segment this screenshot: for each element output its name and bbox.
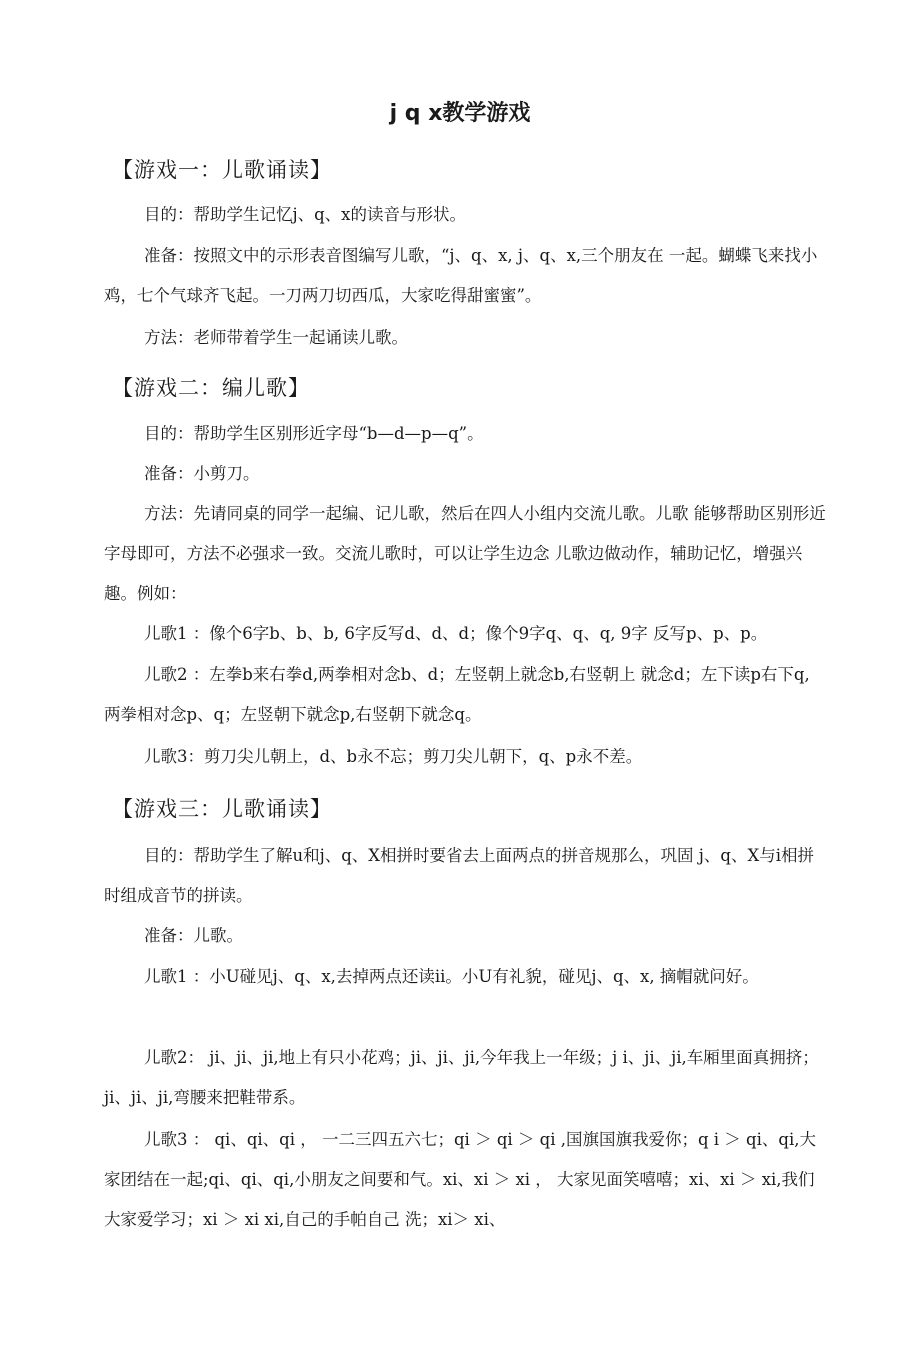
- paragraph: 目的：帮助学生记忆j、q、x的读音与形状。: [144, 205, 466, 224]
- section-heading-1: 【游戏一：儿歌诵读】: [112, 158, 332, 182]
- paragraph: 方法：老师带着学生一起诵读儿歌。: [144, 328, 408, 347]
- paragraph: 儿歌1 ：像个6字b、b、b, 6字反写d、d、d；像个9字q、q、q, 9字 反写p、p、p。: [144, 624, 768, 643]
- paragraph: 儿歌1 ：小U碰见j、q、x,去掉两点还读ii。小U有礼貌，碰见j、q、x, 摘帽就问好。: [144, 967, 759, 986]
- paragraph: 儿歌3：剪刀尖儿朝上，d、b永不忘；剪刀尖儿朝下，q、p永不差。: [144, 747, 643, 766]
- paragraph: 儿歌3 ： qi、qi、qi ， 一二三四五六七；qi ＞ qi ＞ qi ,国旗国旗我爱你；q i ＞ qi、qi,大家团结在一起;qi、qi、qi,小朋友之间要和气。xi、xi ＞ xi ， 大家见面笑嘻嘻；xi、xi ＞ xi,我们大家爱学习；xi ＞ xi xi,自己的手帕自己 洗；xi＞ xi、: [104, 1130, 816, 1229]
- paragraph: 儿歌2 ：左拳b来右拳d,两拳相对念b、d；左竖朝上就念b,右竖朝上 就念d；左下读p右下q,两拳相对念p、q；左竖朝下就念p,右竖朝下就念q。: [104, 665, 810, 724]
- section-heading-2: 【游戏二：编儿歌】: [112, 376, 310, 400]
- paragraph: 准备：按照文中的示形表音图编写儿歌，“j、q、x, j、q、x,三个朋友在 一起。蝴蝶飞来找小鸡，七个气球齐飞起。一刀两刀切西瓜，大家吃得甜蜜蜜”。: [104, 246, 818, 305]
- paragraph: 准备：儿歌。: [144, 926, 243, 945]
- document-title: j q x教学游戏: [389, 101, 531, 126]
- paragraph: 方法：先请同桌的同学一起编、记儿歌，然后在四人小组内交流儿歌。儿歌 能够帮助区别形近字母即可，方法不必强求一致。交流儿歌时，可以让学生边念 儿歌边做动作，辅助记忆，增强兴趣。例如：: [104, 504, 826, 603]
- paragraph: 儿歌2： ji、ji、ji,地上有只小花鸡；ji、ji、ji,今年我上一年级；j i、ji、ji,车厢里面真拥挤；ji、ji、ji,弯腰来把鞋带系。: [104, 1048, 819, 1107]
- paragraph: 准备：小剪刀。: [144, 464, 260, 483]
- paragraph: 目的：帮助学生区别形近字母“b—d—p—q”。: [144, 424, 484, 443]
- paragraph: 目的：帮助学生了解u和j、q、X相拼时要省去上面两点的拼音规那么，巩固 j、q、X与i相拼时组成音节的拼读。: [104, 846, 814, 905]
- section-heading-3: 【游戏三：儿歌诵读】: [112, 797, 332, 821]
